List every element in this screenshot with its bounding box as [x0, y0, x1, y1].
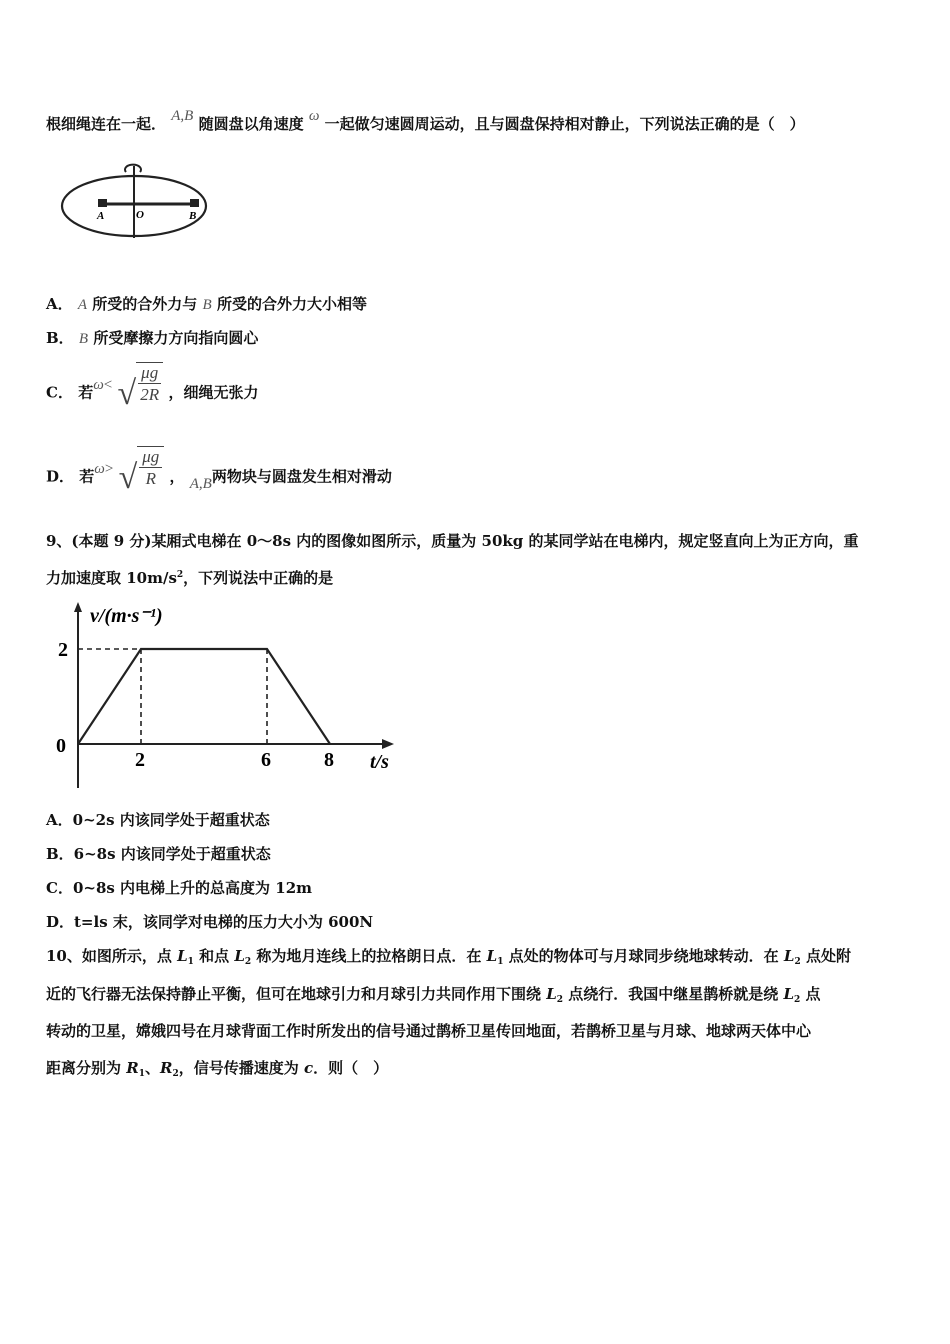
math-l: L: [783, 985, 795, 1003]
q10-text: 近的飞行器无法保持静止平衡，但可在地球引力和月球引力共同作用下围绕: [46, 985, 547, 1003]
x-tick-label: 6: [261, 749, 271, 771]
origin-label: 0: [56, 735, 66, 757]
math-a: A: [77, 297, 88, 313]
fraction: [138, 363, 161, 406]
q10-line-1: [46, 946, 851, 969]
option-text-2: ，细绳无张力: [168, 383, 259, 402]
math-l: L: [177, 947, 188, 965]
q9-option-a[interactable]: A．0~2s 内该同学处于超重状态: [46, 811, 270, 829]
superscript: 2: [176, 570, 184, 580]
math-l: L: [783, 947, 795, 965]
option-letter: B．: [46, 329, 74, 347]
math-r: R: [159, 1059, 173, 1077]
option-text-2: 两物块与圆盘发生相对滑动: [211, 467, 392, 486]
option-text-2: 所受的合外力大小相等: [216, 295, 367, 313]
q10-text: 点绕行．我国中继星鹊桥就是绕: [563, 985, 784, 1003]
sqrt-icon: √: [118, 458, 138, 496]
q8-stem-text: 根细绳连在一起．: [46, 115, 167, 133]
subscript: 1: [138, 1069, 145, 1079]
x-tick-label: 2: [135, 749, 145, 771]
q9-option-d[interactable]: D．t=ls 末，该同学对电梯的压力大小为 600N: [46, 913, 374, 931]
q8-disk-figure: [56, 158, 216, 246]
sqrt-icon: √: [117, 374, 137, 412]
math-l: L: [234, 947, 245, 965]
label-o: O: [136, 209, 144, 221]
q10-text: 、: [144, 1059, 160, 1077]
math-ab: A,B: [189, 475, 212, 492]
math-c: c: [303, 1059, 314, 1077]
q9-option-b[interactable]: B．6~8s 内该同学处于超重状态: [46, 845, 271, 863]
y-tick-label: 2: [58, 639, 68, 661]
fraction-denominator: 2R: [140, 385, 160, 404]
math-r: R: [126, 1059, 139, 1077]
option-text: 所受的合外力与: [92, 295, 198, 313]
q9-option-c[interactable]: C．0~8s 内电梯上升的总高度为 12m: [46, 879, 313, 897]
subscript: 2: [244, 957, 252, 967]
sqrt-expression: [119, 446, 165, 509]
x-axis-arrow-icon: [382, 739, 394, 749]
q9-text: 力加速度取 10m/s: [46, 569, 177, 587]
math-omega: ω: [93, 376, 104, 393]
q9-stem-line-1: 9、(本题 9 分)某厢式电梯在 0～8s 内的图像如图所示，质量为 50kg 的某同学站在电梯内，规定竖直向上为正方向，重: [46, 532, 859, 550]
q9-text-2: ，下列说法中正确的是: [183, 569, 334, 587]
math-l: L: [486, 947, 498, 965]
subscript: 1: [497, 957, 504, 967]
option-text: 若: [79, 467, 95, 486]
math-omega: ω: [308, 108, 320, 124]
block-a: [98, 199, 107, 207]
q10-text: ，信号传播速度为: [178, 1059, 304, 1077]
block-b: [190, 199, 199, 207]
q8-option-a[interactable]: [46, 294, 367, 315]
subscript: 2: [172, 1069, 179, 1079]
q9-stem-line-2: [46, 568, 333, 591]
x-axis-label: t/s: [370, 751, 389, 773]
label-a: A: [97, 210, 105, 222]
q10-text: 称为地月连线上的拉格朗日点．在: [251, 947, 487, 965]
q10-text: 10、如图所示，点: [46, 947, 178, 965]
fraction: [139, 447, 162, 490]
math-l: L: [546, 985, 557, 1003]
q10-line-2: [46, 984, 821, 1007]
q10-text: 点: [800, 985, 821, 1003]
label-b: B: [189, 210, 197, 222]
option-letter: C．: [46, 383, 73, 402]
subscript: 2: [794, 995, 801, 1005]
subscript: 1: [187, 957, 194, 967]
option-letter: A．: [46, 295, 73, 313]
fraction-numerator: μg: [139, 447, 162, 468]
vt-chart: [50, 594, 410, 799]
chart-marks: [58, 639, 334, 771]
math-omega: ω: [94, 460, 105, 477]
fraction-denominator: R: [145, 469, 156, 488]
q10-text: 点处的物体可与月球同步绕地球转动．在: [503, 947, 784, 965]
q10-text: 点处附: [800, 947, 851, 965]
sqrt-expression: [118, 362, 164, 425]
math-less-than: <: [103, 376, 113, 393]
x-tick-label: 8: [324, 749, 334, 771]
math-greater-than: >: [104, 460, 114, 477]
q10-text: ．则（ ）: [313, 1059, 389, 1077]
q8-stem-text-2: 随圆盘以角速度: [198, 115, 304, 133]
q8-stem-text-3: 一起做匀速圆周运动，且与圆盘保持相对静止，下列说法正确的是（ ）: [324, 115, 805, 133]
math-b: B: [202, 297, 212, 313]
q10-text: 距离分别为: [46, 1059, 127, 1077]
q8-option-b[interactable]: [46, 328, 258, 349]
q8-option-c[interactable]: [46, 362, 258, 425]
option-text: 所受摩擦力方向指向圆心: [93, 329, 259, 347]
option-separator: ，: [169, 467, 185, 486]
q8-stem: [46, 108, 805, 135]
subscript: 2: [794, 957, 801, 967]
option-text: 若: [78, 383, 94, 402]
q10-line-3: 转动的卫星，嫦娥四号在月球背面工作时所发出的信号通过鹊桥卫星传回地面，若鹊桥卫星与月球、地球两天体中心: [46, 1022, 812, 1040]
series-line-velocity: [78, 649, 330, 744]
option-letter: D．: [46, 467, 75, 486]
subscript: 2: [556, 995, 564, 1005]
math-ab: A,B: [171, 108, 194, 124]
q8-option-d[interactable]: [46, 446, 392, 509]
y-axis-label: v/(m·s⁻¹): [90, 605, 163, 627]
fraction-numerator: μg: [138, 363, 161, 384]
q10-text: 和点: [193, 947, 235, 965]
y-axis-arrow-icon: [74, 602, 82, 612]
q10-line-4: [46, 1058, 388, 1081]
math-b: B: [78, 331, 89, 347]
